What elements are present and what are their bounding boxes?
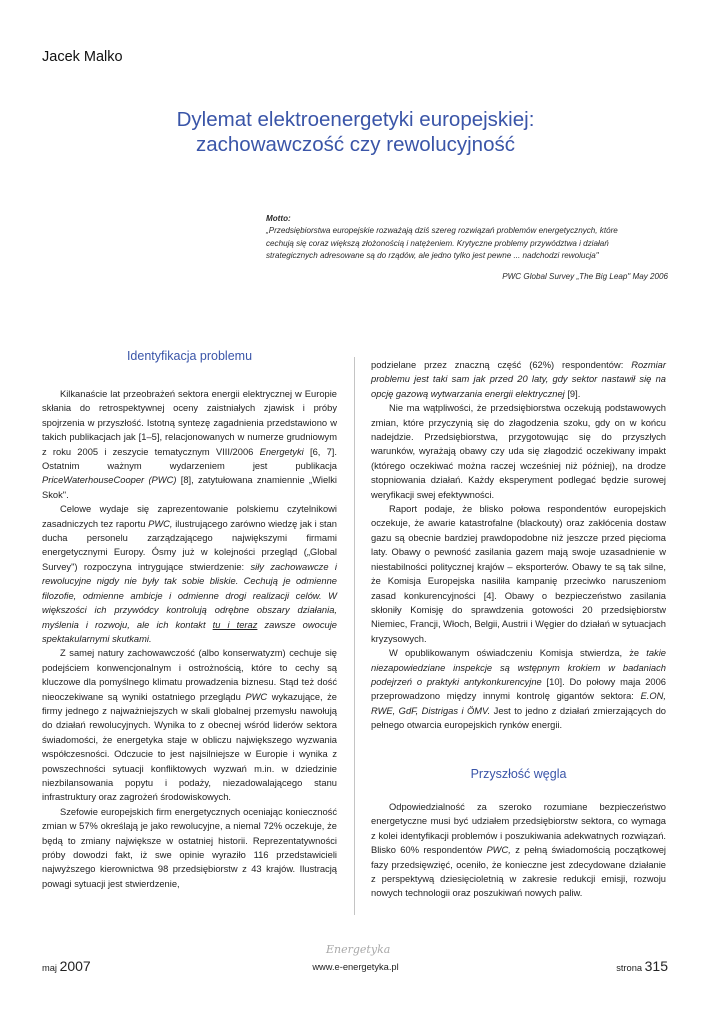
motto-line: cechują się coraz większą złożonością i natężeniem. Krytyczne problemy przywództwa i działań (266, 238, 609, 248)
footer-page (616, 958, 668, 974)
paragraph: podzielane przez znaczną część (62%) respondentów: Rozmiar problemu jest taki sam jak przed 20 laty, gdy sektor nastawił się na opcję gazową wytwarzania energii elektrycznej [9]. (371, 360, 666, 399)
title-line-1: Dylemat elektroenergetyki europejskiej: (176, 108, 535, 131)
motto-line: strategicznych adresowane są do rządów, ale jedno tylko jest pewne ... nadchodzi rewolucja" (266, 251, 599, 261)
paragraph: Raport podaje, że blisko połowa respondentów europejskich oczekuje, że awarie katastrofalne (blackouty) oraz zakłócenia dostaw gazu są obecnie bardziej prawdopodobne niż jeszcze przed pięcioma laty. Obawy o pewność zasilania gazem mają swoje uzasadnienie w niestabilności politycznej krajów – eksporterów. Obawy te są tak silne, że Komisja Europejska nasiliła kampanię przeciwko naruszeniom zasad konkurencyjności [4]. Obawy o bezpieczeństwo zasilania skłoniły Komisję do sprawdzenia gotowości 20 przedsiębiorstw Niemiec, Francji, Włoch, Belgii, Austrii i Węgier do działań w sytuacjach kryzysowych. (371, 504, 666, 644)
title-line-2: zachowawczość czy rewolucyjność (195, 133, 515, 156)
footer-year: 2007 (59, 958, 91, 974)
article-title (0, 107, 711, 157)
section-heading-identification: Identyfikacja problemu (126, 349, 253, 363)
paragraph: W opublikowanym oświadczeniu Komisja stwierdza, że takie niezapowiedziane inspekcje są wstępnym krokiem w badaniach podejrzeń o praktyki antykonkurencyjne [10]. Do połowy maja 2006 przeprowadzono między innymi kontrolę gigantów sektora: E.ON, RWE, GdF, Distrigas i ÖMV. Jest to jedno z działań zmierzających do pełnego otwarcia europejskich rynków energii. (371, 648, 666, 731)
paragraph: Z samej natury zachowawczość (albo konserwatyzm) cechuje się podejściem konwencjonalnym i ostrożnością, które to cechy są kluczowe dla pomyślnego klimatu prowadzenia biznesu. Stąd też dość nieoczekiwane są wyniki ostatniego przeglądu PWC wykazujące, że firmy jednego z najważniejszych w skali globalnej przemysłu nawołują do działań rewolucyjnych. Wynika to z obecnej wśród liderów sektora świadomości, że energetyka staje w obliczu największego wyzwania współczesności. Odczucie to jest najsilniejsze w Europie i wynika z powszechności sytuacji konfliktowych wyzwań m.in. w dziedzinie niezbilansowania popytu i podaży, niezadowalającego stanu infrastruktury oraz zagrożeń środowiskowych. (42, 648, 337, 803)
footer-month: maj (42, 963, 57, 973)
footer-website[interactable]: www.e-energetyka.pl (312, 962, 399, 972)
right-column (371, 358, 666, 733)
paragraph: Odpowiedzialność za szeroko rozumiane bezpieczeństwo energetyczne musi być udziałem przedsiębiorstw sektora, co wymaga z kolei identyfikacji problemów i poszukiwania adekwatnych rozwiązań. Blisko 60% respondentów PWC, z pełną świadomością początkowej fazy przedsięwzięć, oceniło, że konieczne jest zdecydowane działanie z perspektywą dziesięcioletnią w zakresie redukcji emisji, rozwoju nowych technologii oraz poszukiwań nowych paliw. (371, 802, 666, 899)
paragraph: Celowe wydaje się zaprezentowanie polskiemu czytelnikowi zasadniczych tez raportu PWC, ilustrującego zarówno wiedzę jak i stan ducha personelu zarządzającego największymi firmami energetycznymi Europy. Ósmy już w kolejności przegląd („Global Survey") rozpoczyna intrygujące stwierdzenie: siły zachowawcze i rewolucyjne nigdy nie były tak sobie bliskie. Cechują je odmienne filozofie, odmienne ambicje i odmienne drogi realizacji celów. W większości ich przywódcy kontrolują odrębne obszary działania, myślenia i rozwoju, ale ich kontakt tu i teraz zawsze owocuje spektakularnymi skutkami. (42, 504, 337, 644)
column-divider (354, 357, 355, 915)
author-name: Jacek Malko (42, 49, 123, 65)
section-heading-coal-future: Przyszłość węgla (470, 767, 567, 781)
right-column-section-2 (371, 800, 666, 901)
footer-page-label: strona (616, 963, 643, 973)
left-column (42, 387, 337, 891)
paragraph: Szefowie europejskich firm energetycznych oceniając konieczność zmian w 57% określają je jako rewolucyjne, a niemal 72% oczekuje, że będą to zmiany największe w ostatniej historii. Reprezentatywności próby dowodzi fakt, iż swe opinie wyraziło 116 przedstawicieli najwyższego kierownictwa 98 przedsiębiorstw z 43 krajów. Ilustracją powagi sytuacji jest stwierdzenie, (42, 806, 337, 889)
motto-source: PWC Global Survey „The Big Leap" May 2006 (502, 271, 668, 281)
journal-logo: Energetyka (326, 943, 391, 956)
motto-block (266, 213, 668, 283)
paragraph: Kilkanaście lat przeobrażeń sektora energii elektrycznej w Europie skłania do retrospektywnej oceny zaistniałych zjawisk i próby spojrzenia w przyszłość. Istotną syntezę zagadnienia przedstawiono w takich publikacjach jak [1–5], relacjonowanych w numerze grudniowym z roku 2005 i zeszycie tematycznym VIII/2006 Energetyki [6, 7]. Ostatnim ważnym wydarzeniem jest publikacja PriceWaterhouseCooper (PWC) [8], zatytułowana znamiennie „Wielki Skok". (42, 389, 337, 500)
paragraph: Nie ma wątpliwości, że przedsiębiorstwa oczekują podstawowych zmian, które przyczynią się do złagodzenia szoku, gdy on w końcu nadejdzie. Przedsiębiorstwa, przygotowując się do przyszłych warunków, wyrażają obawy czy uda się złagodzić oczekiwany impakt (którego oczekiwać można raczej wcześniej niż później), na drodze stopniowania działań. Każdy eksperyment podlegać będzie surowej weryfikacji swej efektywności. (371, 403, 666, 500)
motto-line: „Przedsiębiorstwa europejskie rozważają dziś szereg rozwiązań problemów energetycznych, które (266, 226, 618, 236)
footer-page-number: 315 (644, 958, 668, 974)
motto-label: Motto: (266, 214, 291, 223)
